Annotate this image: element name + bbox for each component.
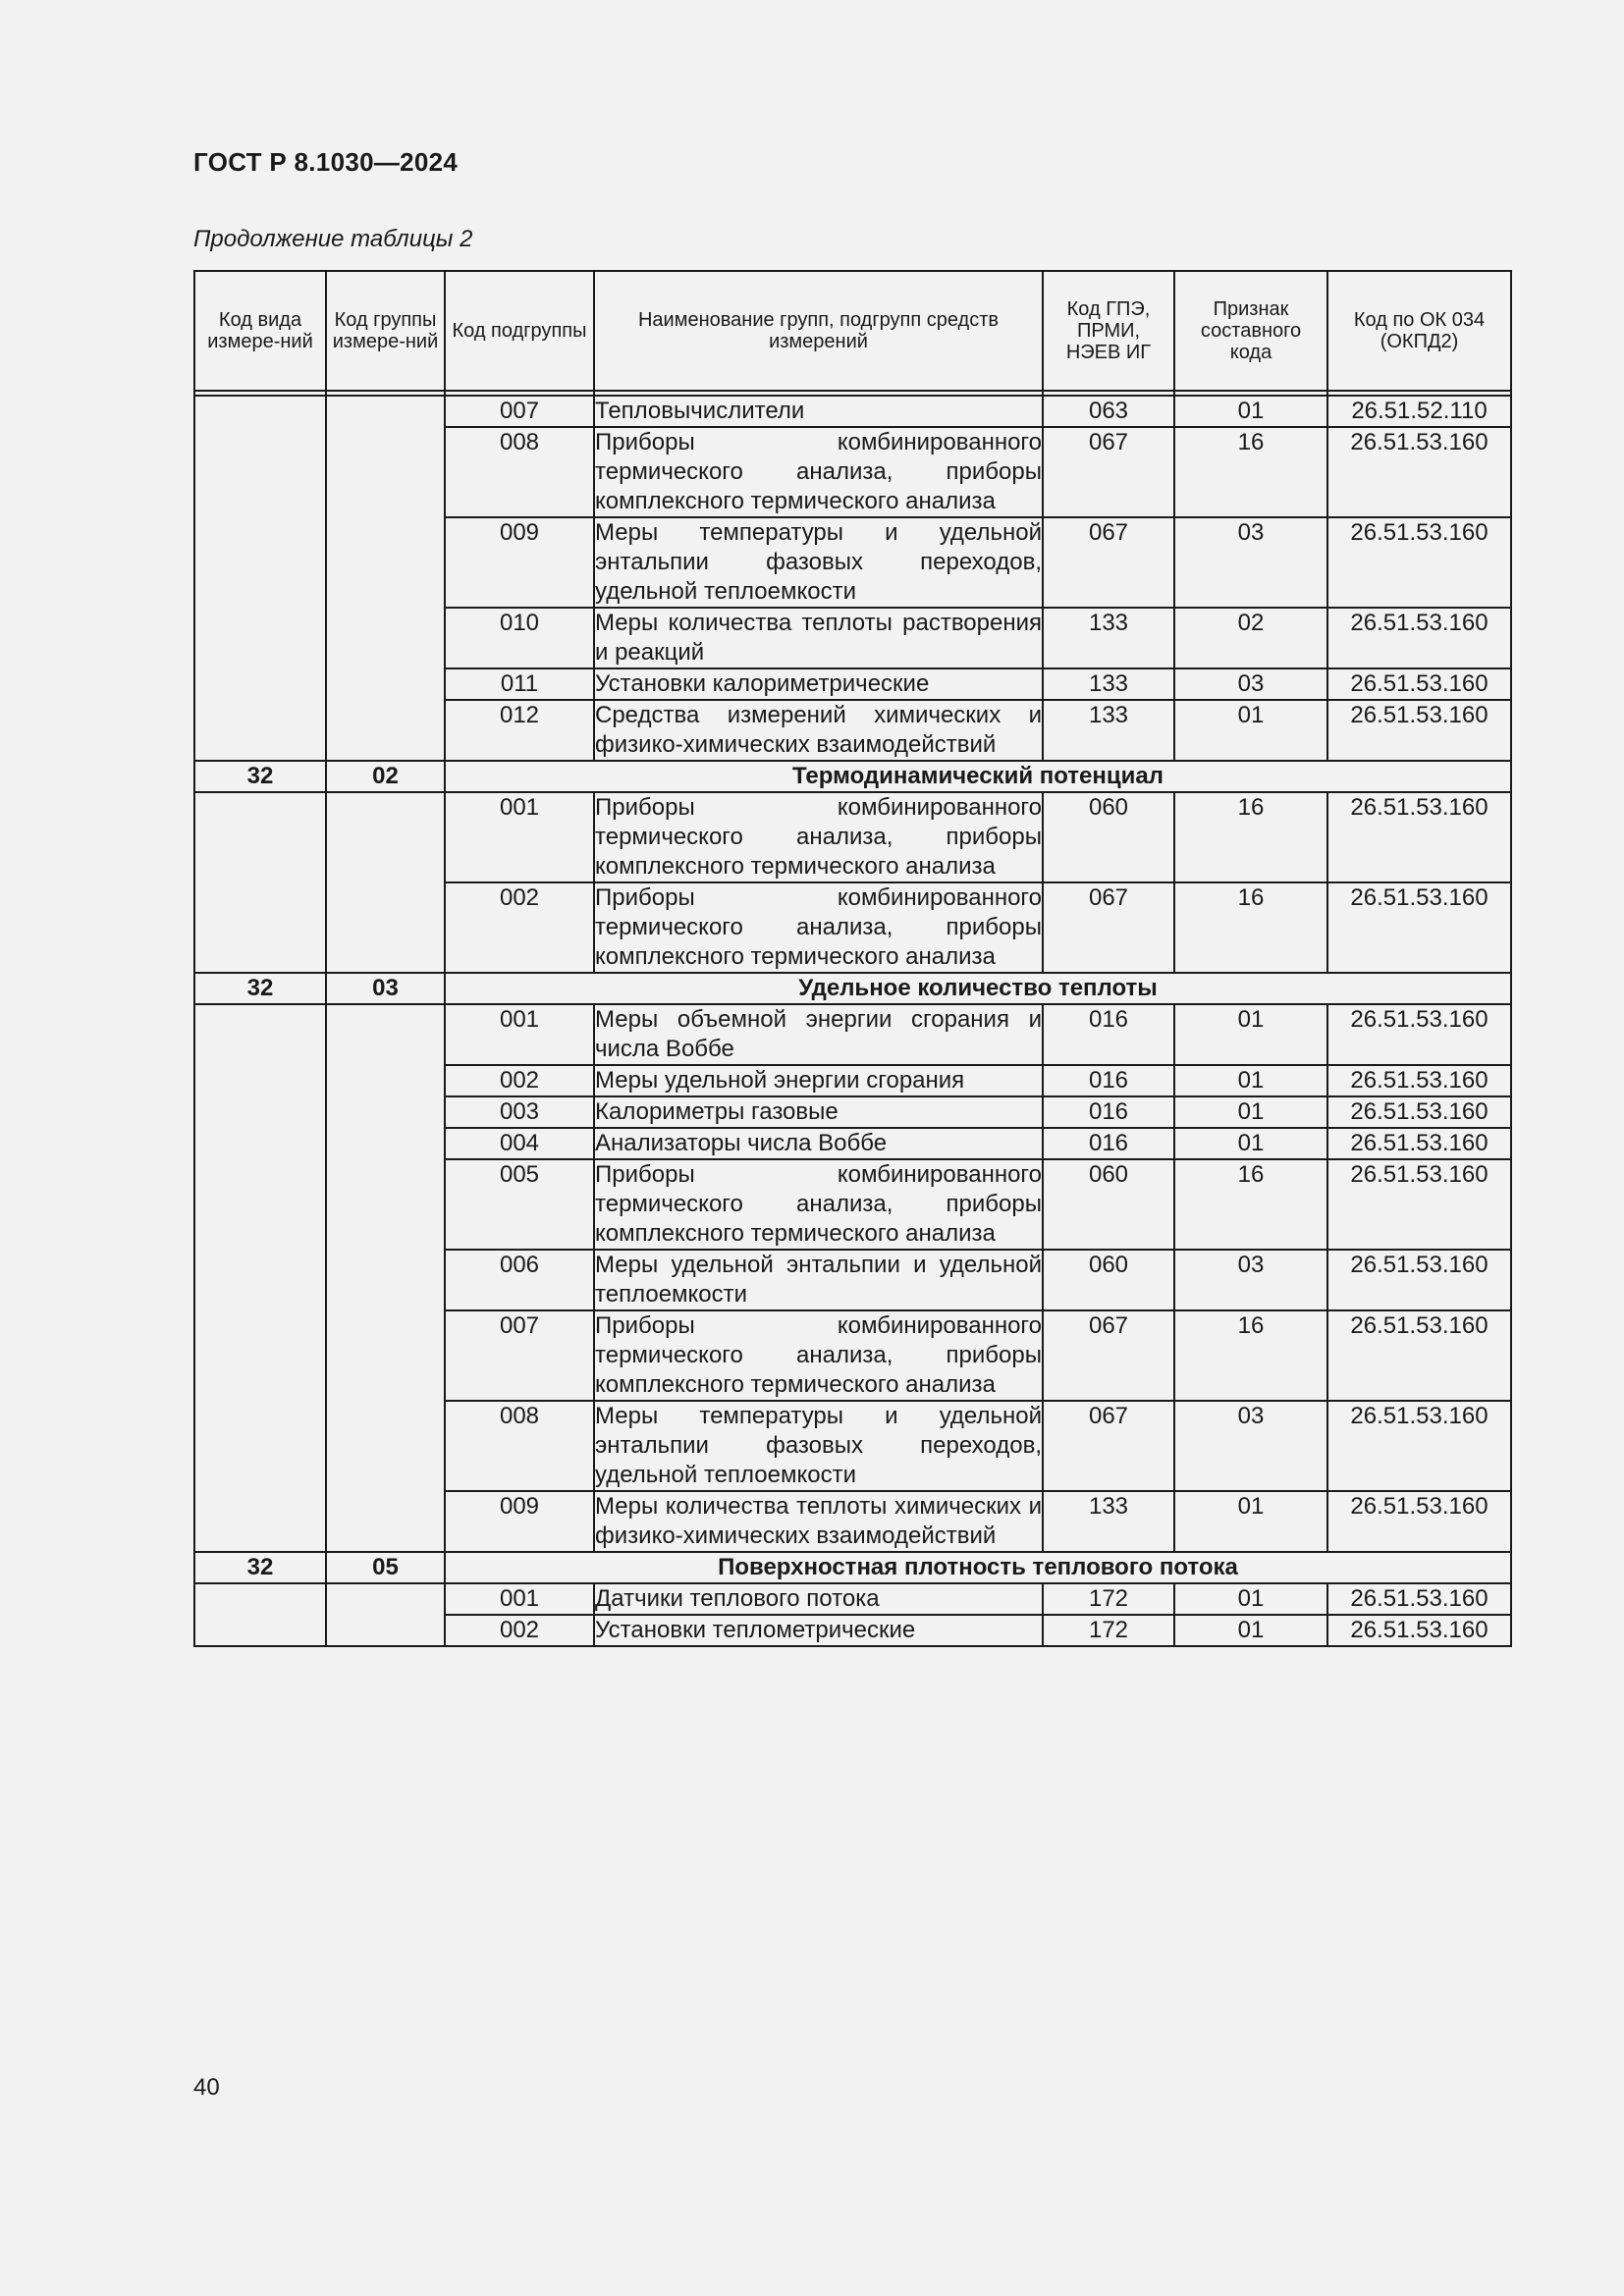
subgroup-code: 001 (445, 1004, 594, 1065)
gpe-code: 067 (1043, 427, 1174, 517)
subgroup-code: 003 (445, 1096, 594, 1128)
composite-code-sign: 01 (1174, 1491, 1327, 1552)
instrument-name: Установки калориметрические (594, 668, 1043, 700)
instrument-name: Анализаторы числа Воббе (594, 1128, 1043, 1159)
gpe-code: 063 (1043, 396, 1174, 427)
column-header: Код подгруппы (445, 271, 594, 391)
column-header: Код по ОК 034 (ОКПД2) (1327, 271, 1511, 391)
measurement-group-code: 05 (326, 1552, 445, 1583)
table-continuation-caption: Продолжение таблицы 2 (193, 226, 473, 252)
subgroup-code: 009 (445, 517, 594, 608)
measurement-group-code: 02 (326, 761, 445, 792)
okpd2-code: 26.51.53.160 (1327, 1004, 1511, 1065)
subgroup-code: 002 (445, 1065, 594, 1096)
group-heading-row (194, 761, 1511, 792)
instrument-name: Меры количества теплоты химических и физико-химических взаимодействий (594, 1491, 1043, 1552)
instrument-name: Меры температуры и удельной энтальпии фазовых переходов, удельной теплоемкости (594, 1401, 1043, 1491)
composite-code-sign: 16 (1174, 1159, 1327, 1250)
subgroup-code: 001 (445, 792, 594, 882)
gpe-code: 067 (1043, 1310, 1174, 1401)
okpd2-code: 26.51.53.160 (1327, 1096, 1511, 1128)
instrument-name: Приборы комбинированного термического анализа, приборы комплексного термического анализа (594, 427, 1043, 517)
subgroup-code: 002 (445, 882, 594, 973)
subgroup-code: 004 (445, 1128, 594, 1159)
column-header: Код ГПЭ, ПРМИ, НЭЕВ ИГ (1043, 271, 1174, 391)
composite-code-sign: 03 (1174, 668, 1327, 700)
gpe-code: 172 (1043, 1583, 1174, 1615)
column-header: Код группы измере-ний (326, 271, 445, 391)
instrument-name: Приборы комбинированного термического анализа, приборы комплексного термического анализа (594, 1159, 1043, 1250)
group-title: Поверхностная плотность теплового потока (445, 1552, 1511, 1583)
merged-empty-cell (326, 396, 445, 761)
measurement-kind-code: 32 (194, 1552, 326, 1583)
table-row (194, 1583, 1511, 1615)
instrument-name: Меры удельной энергии сгорания (594, 1065, 1043, 1096)
gpe-code: 016 (1043, 1128, 1174, 1159)
instrument-name: Меры количества теплоты растворения и реакций (594, 608, 1043, 668)
subgroup-code: 006 (445, 1250, 594, 1310)
group-heading-row (194, 973, 1511, 1004)
composite-code-sign: 01 (1174, 396, 1327, 427)
composite-code-sign: 16 (1174, 427, 1327, 517)
gpe-code: 133 (1043, 668, 1174, 700)
merged-empty-cell (194, 792, 326, 973)
merged-empty-cell (194, 1583, 326, 1646)
okpd2-code: 26.51.53.160 (1327, 1250, 1511, 1310)
composite-code-sign: 01 (1174, 1615, 1327, 1646)
merged-empty-cell (194, 1004, 326, 1552)
instrument-name: Приборы комбинированного термического анализа, приборы комплексного термического анализа (594, 792, 1043, 882)
measurement-kind-code: 32 (194, 973, 326, 1004)
instrument-name: Меры температуры и удельной энтальпии фазовых переходов, удельной теплоемкости (594, 517, 1043, 608)
instrument-name: Тепловычислители (594, 396, 1043, 427)
column-header: Код вида измере-ний (194, 271, 326, 391)
okpd2-code: 26.51.53.160 (1327, 427, 1511, 517)
merged-empty-cell (326, 1004, 445, 1552)
table-body (194, 396, 1511, 1646)
merged-empty-cell (326, 792, 445, 973)
gpe-code: 060 (1043, 1159, 1174, 1250)
okpd2-code: 26.51.53.160 (1327, 668, 1511, 700)
instrument-name: Меры удельной энтальпии и удельной теплоемкости (594, 1250, 1043, 1310)
subgroup-code: 011 (445, 668, 594, 700)
okpd2-code: 26.51.53.160 (1327, 1065, 1511, 1096)
okpd2-code: 26.51.53.160 (1327, 517, 1511, 608)
table-row (194, 396, 1511, 427)
instrument-name: Приборы комбинированного термического анализа, приборы комплексного термического анализа (594, 882, 1043, 973)
gpe-code: 133 (1043, 700, 1174, 761)
instrument-name: Средства измерений химических и физико-химических взаимодействий (594, 700, 1043, 761)
okpd2-code: 26.51.53.160 (1327, 1615, 1511, 1646)
gpe-code: 060 (1043, 1250, 1174, 1310)
instrument-name: Установки теплометрические (594, 1615, 1043, 1646)
composite-code-sign: 16 (1174, 1310, 1327, 1401)
okpd2-code: 26.51.53.160 (1327, 1159, 1511, 1250)
instrument-name: Меры объемной энергии сгорания и числа Воббе (594, 1004, 1043, 1065)
gpe-code: 133 (1043, 608, 1174, 668)
composite-code-sign: 01 (1174, 1065, 1327, 1096)
subgroup-code: 007 (445, 396, 594, 427)
okpd2-code: 26.51.53.160 (1327, 1310, 1511, 1401)
document-title: ГОСТ Р 8.1030—2024 (193, 147, 459, 177)
measurement-kind-code: 32 (194, 761, 326, 792)
subgroup-code: 008 (445, 1401, 594, 1491)
group-title: Термодинамический потенциал (445, 761, 1511, 792)
instrument-name: Приборы комбинированного термического анализа, приборы комплексного термического анализа (594, 1310, 1043, 1401)
okpd2-code: 26.51.53.160 (1327, 700, 1511, 761)
composite-code-sign: 01 (1174, 1583, 1327, 1615)
gpe-code: 016 (1043, 1096, 1174, 1128)
composite-code-sign: 03 (1174, 1401, 1327, 1491)
okpd2-code: 26.51.53.160 (1327, 608, 1511, 668)
merged-empty-cell (194, 396, 326, 761)
composite-code-sign: 03 (1174, 1250, 1327, 1310)
gpe-code: 067 (1043, 1401, 1174, 1491)
composite-code-sign: 16 (1174, 882, 1327, 973)
subgroup-code: 012 (445, 700, 594, 761)
gpe-code: 067 (1043, 517, 1174, 608)
column-header: Признак составного кода (1174, 271, 1327, 391)
composite-code-sign: 03 (1174, 517, 1327, 608)
composite-code-sign: 02 (1174, 608, 1327, 668)
instrument-name: Калориметры газовые (594, 1096, 1043, 1128)
composite-code-sign: 01 (1174, 1004, 1327, 1065)
composite-code-sign: 01 (1174, 700, 1327, 761)
okpd2-code: 26.51.53.160 (1327, 882, 1511, 973)
gpe-code: 067 (1043, 882, 1174, 973)
okpd2-code: 26.51.53.160 (1327, 1401, 1511, 1491)
okpd2-code: 26.51.53.160 (1327, 792, 1511, 882)
subgroup-code: 010 (445, 608, 594, 668)
subgroup-code: 005 (445, 1159, 594, 1250)
okpd2-code: 26.51.52.110 (1327, 396, 1511, 427)
subgroup-code: 008 (445, 427, 594, 517)
okpd2-code: 26.51.53.160 (1327, 1583, 1511, 1615)
subgroup-code: 007 (445, 1310, 594, 1401)
group-heading-row (194, 1552, 1511, 1583)
gpe-code: 133 (1043, 1491, 1174, 1552)
composite-code-sign: 01 (1174, 1096, 1327, 1128)
table-row (194, 792, 1511, 882)
page-number: 40 (193, 2074, 220, 2101)
table-row (194, 1004, 1511, 1065)
subgroup-code: 009 (445, 1491, 594, 1552)
measurement-group-code: 03 (326, 973, 445, 1004)
group-title: Удельное количество теплоты (445, 973, 1511, 1004)
gpe-code: 016 (1043, 1065, 1174, 1096)
okpd2-code: 26.51.53.160 (1327, 1128, 1511, 1159)
instrument-name: Датчики теплового потока (594, 1583, 1043, 1615)
composite-code-sign: 16 (1174, 792, 1327, 882)
gpe-code: 016 (1043, 1004, 1174, 1065)
subgroup-code: 001 (445, 1583, 594, 1615)
okpd2-code: 26.51.53.160 (1327, 1491, 1511, 1552)
composite-code-sign: 01 (1174, 1128, 1327, 1159)
column-header: Наименование групп, подгрупп средств измерений (594, 271, 1043, 391)
subgroup-code: 002 (445, 1615, 594, 1646)
merged-empty-cell (326, 1583, 445, 1646)
table-header (194, 271, 1511, 396)
gpe-code: 172 (1043, 1615, 1174, 1646)
classification-table (193, 270, 1512, 1647)
gpe-code: 060 (1043, 792, 1174, 882)
